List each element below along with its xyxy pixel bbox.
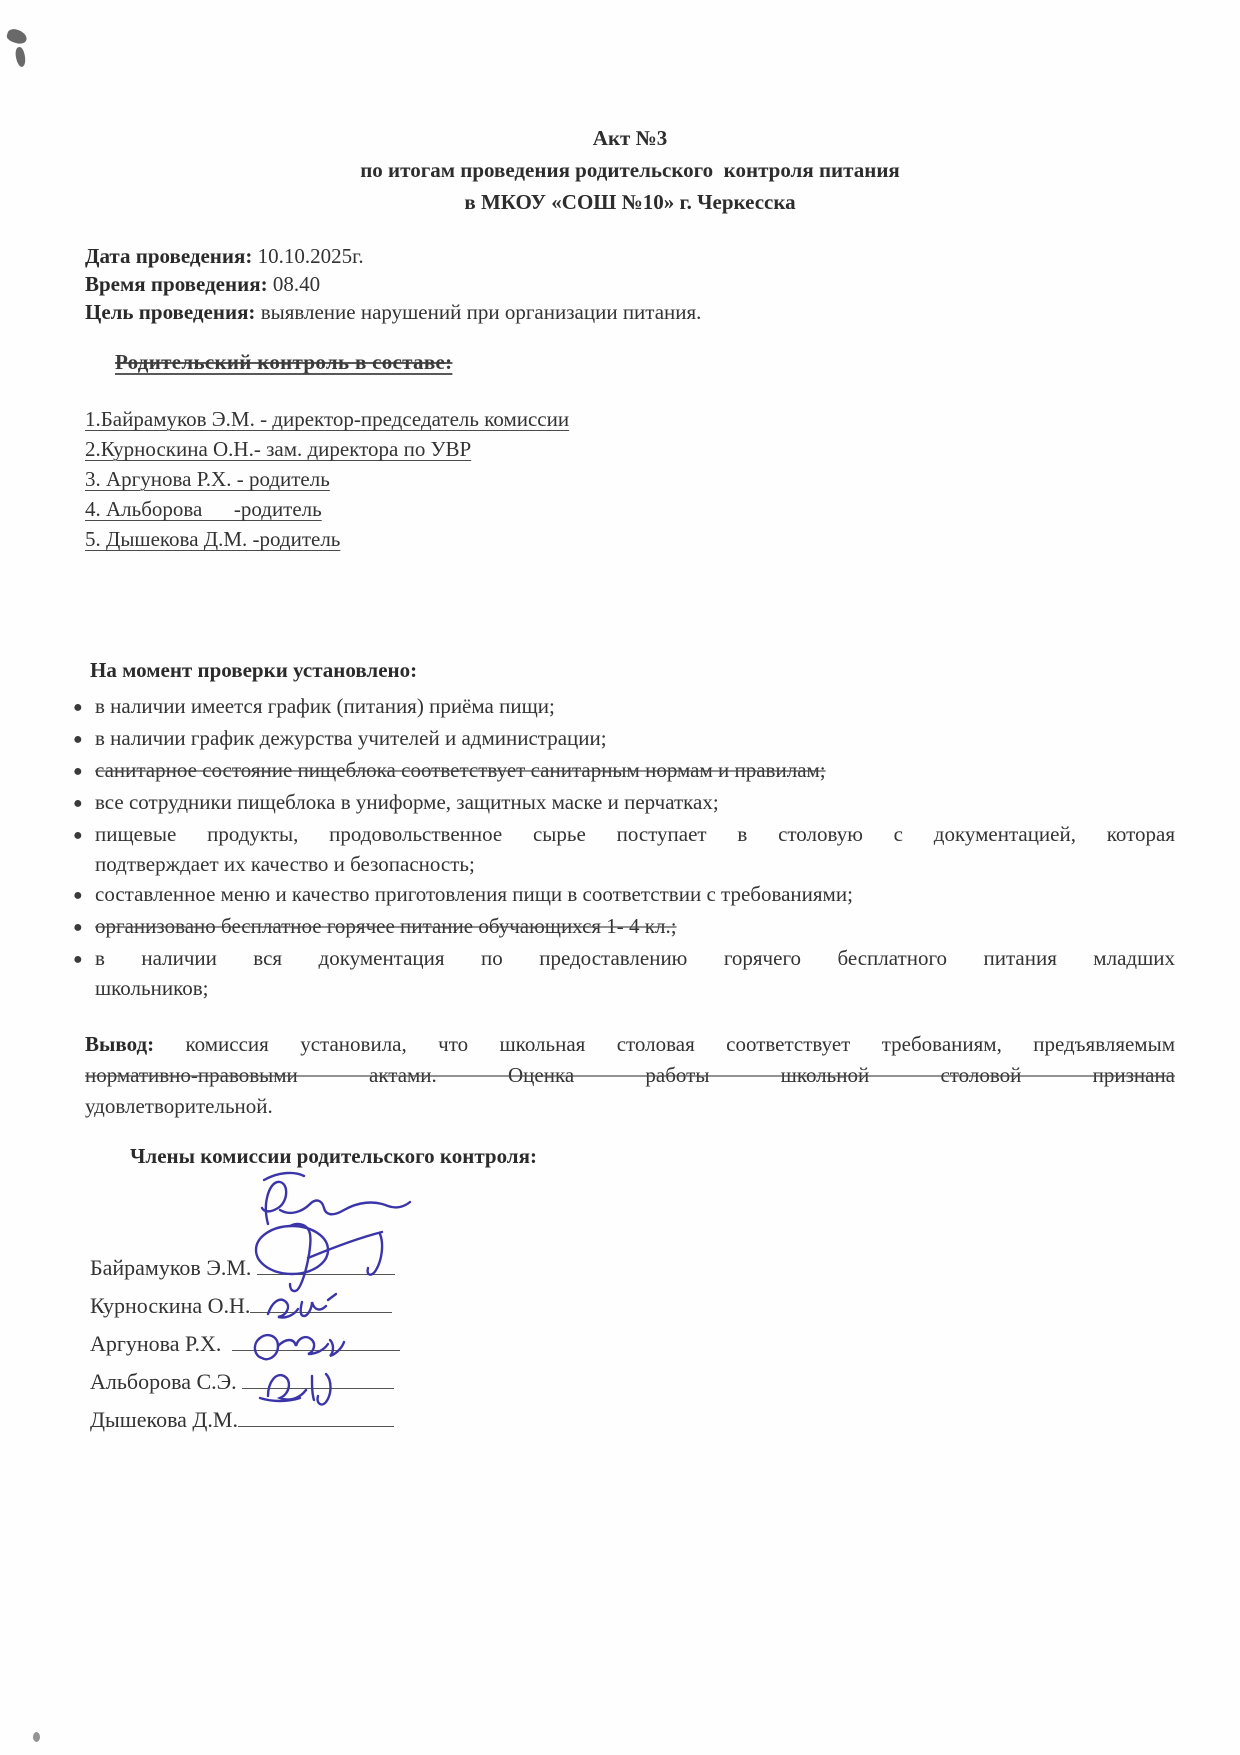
meta-block: [85, 242, 1175, 326]
list-item-finding: [73, 787, 1175, 819]
signatory-name: Байрамуков Э.М.: [90, 1255, 257, 1280]
title-line-subject: по итогам проведения родительского контроля питания: [360, 158, 900, 182]
meta-date-row: [85, 242, 1175, 270]
list-item-finding: [73, 691, 1175, 723]
finding-text: санитарное состояние пищеблока соответствует санитарным нормам и правилам;: [95, 758, 826, 782]
meta-time-row: [85, 270, 1175, 298]
finding-text-line2: школьников;: [95, 976, 209, 1000]
meta-purpose-row: [85, 298, 1175, 326]
signature-row: [90, 1363, 1175, 1401]
meta-time-label: Время проведения:: [85, 272, 268, 296]
committee-heading: Родительский контроль в составе:: [115, 350, 453, 374]
bullet-icon: ●: [73, 763, 83, 780]
signature-row: [90, 1325, 1175, 1363]
list-item-member: 5. Дышекова Д.М. -родитель: [85, 527, 341, 551]
document-title: [85, 122, 1175, 218]
findings-heading: На момент проверки установлено:: [90, 658, 418, 682]
meta-purpose-label: Цель проведения:: [85, 300, 256, 324]
signature-row: [90, 1401, 1175, 1439]
list-item-finding: [73, 943, 1175, 1003]
list-item-member: 4. Альборова -родитель: [85, 497, 322, 521]
signature-row: [90, 1287, 1175, 1325]
bullet-icon: ●: [73, 795, 83, 812]
title-line-act-number: Акт №3: [592, 126, 668, 150]
signatory-name: Дышекова Д.М.: [90, 1407, 238, 1432]
list-item-member: 3. Аргунова Р.Х. - родитель: [85, 467, 330, 491]
meta-date-label: Дата проведения:: [85, 244, 253, 268]
finding-text: [95, 943, 1175, 1003]
bullet-icon: ●: [73, 731, 83, 748]
conclusion-line2: нормативно-правовыми актами. Оценка работы школьной столовой признана: [85, 1063, 1175, 1087]
signatory-name: Аргунова Р.Х.: [90, 1331, 233, 1356]
finding-text: организовано бесплатное горячее питание обучающихся 1- 4 кл.;: [95, 914, 677, 938]
finding-text-line1: пищевые продукты, продовольственное сырье поступает в столовую с документацией, которая: [95, 822, 1175, 846]
finding-text: в наличии график дежурства учителей и администрации;: [95, 726, 607, 750]
signature-line: [250, 1307, 392, 1313]
meta-purpose-value: выявление нарушений при организации питания.: [255, 300, 702, 324]
finding-text-line2: подтверждает их качество и безопасность;: [95, 852, 475, 876]
bullet-icon: ●: [73, 827, 83, 844]
conclusion-line3: удовлетворительной.: [85, 1094, 273, 1118]
title-line-school: в МКОУ «СОШ №10» г. Черкесска: [464, 190, 796, 214]
finding-text: в наличии имеется график (питания) приёма пищи;: [95, 694, 555, 718]
bullet-icon: ●: [73, 699, 83, 716]
bullet-icon: ●: [73, 887, 83, 904]
signatory-name: Альборова С.Э.: [90, 1369, 243, 1394]
bullet-icon: ●: [73, 951, 83, 968]
list-item-finding: [73, 723, 1175, 755]
finding-text-line1: в наличии вся документация по предоставлению горячего бесплатного питания младших: [95, 946, 1175, 970]
signature-line: [257, 1269, 395, 1275]
list-item-finding: [73, 911, 1175, 943]
conclusion-line1: [85, 1029, 1175, 1060]
meta-time-value: 08.40: [267, 272, 321, 296]
committee-members-list: [85, 405, 1175, 554]
conclusion-paragraph: [85, 1029, 1175, 1122]
finding-text: все сотрудники пищеблока в униформе, защитных маске и перчатках;: [95, 790, 719, 814]
conclusion-line1-text: комиссия установила, что школьная столовая соответствует требованиям, предъявляемым: [154, 1032, 1175, 1056]
scan-artifact-mark: [33, 1732, 40, 1742]
findings-list: [73, 691, 1175, 1003]
list-item-finding: [73, 879, 1175, 911]
signatures-heading: Члены комиссии родительского контроля:: [130, 1144, 537, 1168]
finding-text: составленное меню и качество приготовления пищи в соответствии с требованиями;: [95, 882, 853, 906]
signature-line: [238, 1421, 394, 1427]
list-item-finding: [73, 755, 1175, 787]
bullet-icon: ●: [73, 919, 83, 936]
meta-date-value: 10.10.2025г.: [252, 244, 364, 268]
list-item-member: 1.Байрамуков Э.М. - директор-председатель комиссии: [85, 407, 570, 431]
signatures-block: [90, 1249, 1175, 1439]
conclusion-label: Вывод:: [85, 1032, 155, 1056]
list-item-member: 2.Курноскина О.Н.- зам. директора по УВР: [85, 437, 472, 461]
committee-heading-wrap: [85, 326, 1175, 375]
signature-row: [90, 1249, 1175, 1287]
signature-line: [242, 1383, 394, 1389]
list-item-finding: [73, 819, 1175, 879]
signatory-name: Курноскина О.Н.: [90, 1293, 251, 1318]
finding-text: [95, 819, 1175, 879]
signature-line: [232, 1345, 400, 1351]
